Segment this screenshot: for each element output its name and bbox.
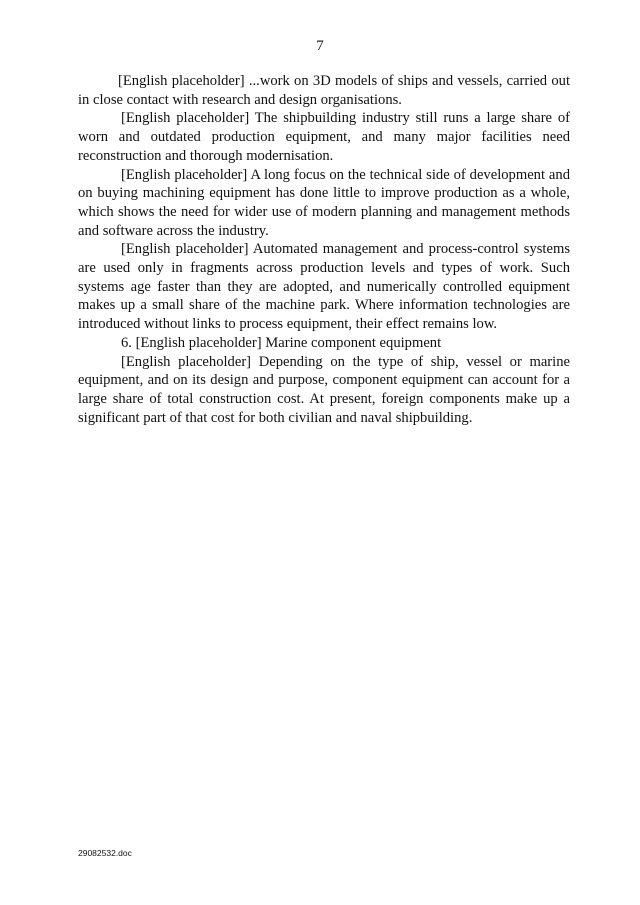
paragraph: [English placeholder] Depending on the type of ship, vessel or marine equipment, and on its design and purpose, component equipment can account for a large share of total construction cost. At present, foreign components make up a significant part of that cost for both civilian and naval shipbuilding.	[78, 353, 570, 426]
file-name-stamp: 29082532.doc	[78, 848, 132, 858]
paragraph: [English placeholder] A long focus on the technical side of development and on buying machining equipment has done little to improve production as a whole, which shows the need for wider use of modern planning and management methods and software across the industry.	[78, 166, 570, 239]
paragraph: [English placeholder] The shipbuilding industry still runs a large share of worn and outdated production equipment, and many major facilities need reconstruction and thorough modernisation.	[78, 110, 570, 164]
page-number: 7	[316, 38, 324, 54]
paragraph-continuation: [English placeholder] ...work on 3D models of ships and vessels, carried out in close contact with research and design organisations.	[78, 73, 570, 108]
document-body	[78, 72, 570, 427]
section-heading: 6. [English placeholder] Marine component equipment	[121, 334, 442, 351]
paragraph: [English placeholder] Automated management and process-control systems are used only in fragments across production levels and types of work. Such systems age faster than they are adopted, and numerically controlled equipment makes up a small share of the machine park. Where information technologies are introduced without links to process equipment, their effect remains low.	[78, 241, 570, 333]
